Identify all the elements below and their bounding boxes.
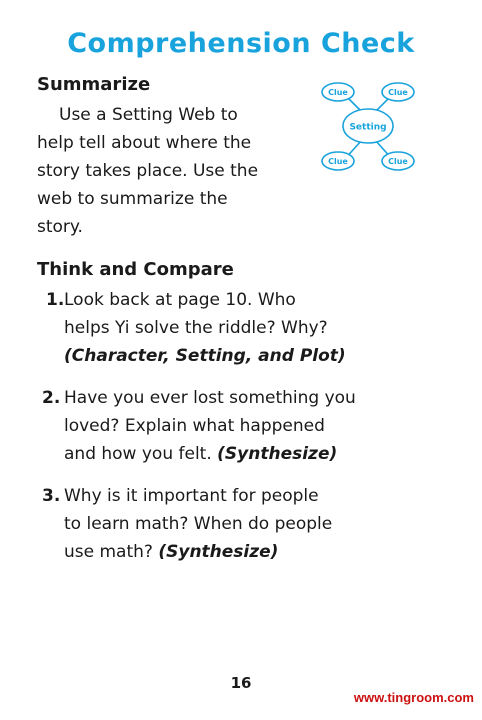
summarize-paragraph xyxy=(37,101,258,241)
summarize-heading: Summarize xyxy=(37,74,151,95)
summarize-line: help tell about where the xyxy=(37,133,252,153)
question-line: Have you ever lost something you xyxy=(64,388,356,408)
summarize-line: Use a Setting Web to xyxy=(59,105,238,125)
page-number: 16 xyxy=(230,674,252,692)
clue-label: Clue xyxy=(328,88,348,97)
question-number: 2. xyxy=(42,388,61,408)
setting-web-diagram xyxy=(318,76,418,176)
question-line: to learn math? When do people xyxy=(64,514,333,534)
question-skill-tag: (Synthesize) xyxy=(158,542,279,562)
question-3 xyxy=(64,482,332,566)
clue-label: Clue xyxy=(328,157,348,166)
question-line: loved? Explain what happened xyxy=(64,416,325,436)
question-skill-tag: (Character, Setting, and Plot) xyxy=(64,346,346,366)
question-2 xyxy=(64,384,356,468)
question-line: Look back at page 10. Who xyxy=(64,290,296,310)
question-1 xyxy=(64,286,346,370)
question-number: 3. xyxy=(42,486,61,506)
question-line: helps Yi solve the riddle? Why? xyxy=(64,318,328,338)
watermark: www.tingroom.com xyxy=(353,690,474,705)
question-line: Why is it important for people xyxy=(64,486,319,506)
question-number: 1. xyxy=(46,290,65,310)
think-compare-heading: Think and Compare xyxy=(37,259,234,280)
question-line: use math? xyxy=(64,542,153,562)
setting-label: Setting xyxy=(349,122,387,133)
clue-label: Clue xyxy=(388,157,408,166)
summarize-line: story. xyxy=(37,217,83,237)
page-title: Comprehension Check xyxy=(67,28,415,59)
summarize-line: web to summarize the xyxy=(37,189,228,209)
clue-label: Clue xyxy=(388,88,408,97)
question-line: and how you felt. xyxy=(64,444,212,464)
summarize-line: story takes place. Use the xyxy=(37,161,259,181)
question-skill-tag: (Synthesize) xyxy=(217,444,338,464)
